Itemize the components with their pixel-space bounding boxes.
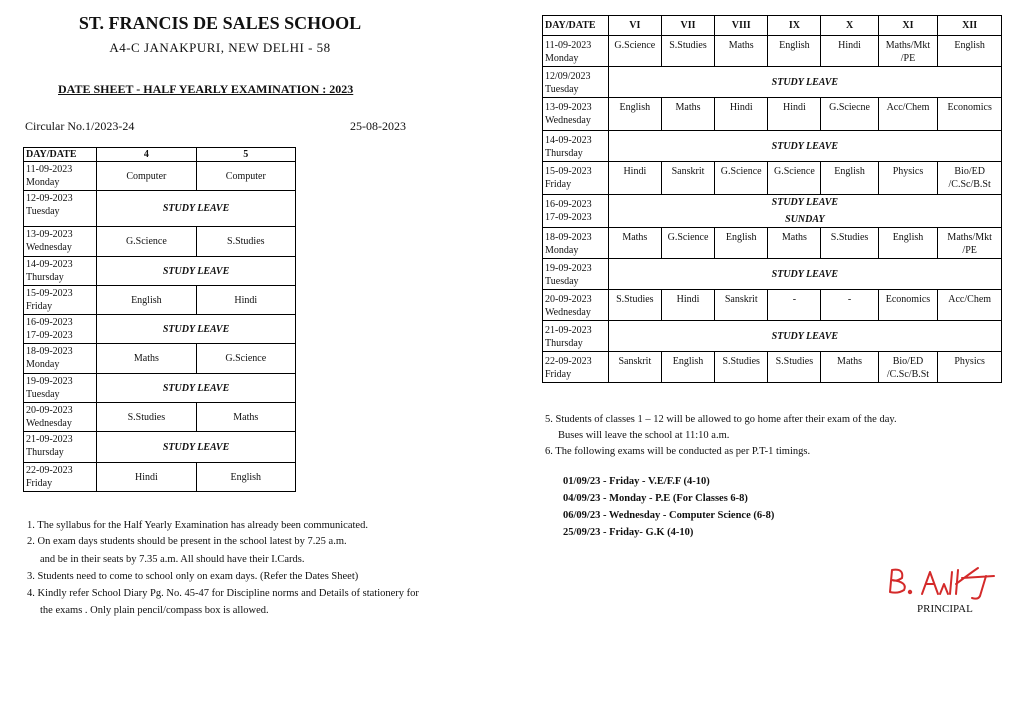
table-header-row — [543, 16, 1002, 36]
date-text: 16-09-2023 — [26, 317, 73, 328]
table-row — [543, 162, 1002, 195]
special-exam-item: 25/09/23 - Friday- G.K (4-10) — [563, 527, 694, 538]
study-leave-text: STUDY LEAVE — [771, 268, 839, 280]
study-leave-text: STUDY LEAVE — [162, 265, 230, 277]
subject-cell: English — [196, 463, 295, 492]
date-cell — [543, 259, 609, 290]
notes-right — [545, 412, 1015, 462]
subject-cell: Sanskrit — [608, 352, 661, 383]
subject-cell: Maths — [196, 403, 295, 432]
datesheet-table-classes-4-5 — [23, 147, 296, 492]
note-4-cont: the exams . Only plain pencil/compass box is allowed. — [40, 605, 269, 616]
subject-cell: S.Studies — [196, 227, 295, 257]
date-text: 20-09-2023 — [545, 294, 592, 305]
date-text: 12/09/2023 — [545, 71, 591, 82]
table-row — [24, 432, 296, 463]
subject-cell: English — [821, 162, 878, 195]
day-text: Tuesday — [26, 389, 60, 400]
subject-cell: English — [608, 98, 661, 131]
table-row — [24, 344, 296, 374]
day-text: 17-09-2023 — [545, 212, 592, 223]
date-text: 20-09-2023 — [26, 405, 73, 416]
principal-signature — [882, 562, 1002, 607]
date-text: 14-09-2023 — [26, 259, 73, 270]
table-row — [24, 162, 296, 191]
date-cell — [24, 162, 97, 191]
subject-cell: Acc/Chem — [878, 98, 938, 131]
day-text: Monday — [545, 245, 579, 256]
subject-cell: G.Science — [97, 227, 196, 257]
date-text: 15-09-2023 — [26, 288, 73, 299]
date-text: 16-09-2023 — [545, 199, 592, 210]
subject-cell: Physics — [938, 352, 1002, 383]
date-text: 18-09-2023 — [545, 232, 592, 243]
study-leave-text: STUDY LEAVE — [162, 323, 230, 335]
subject-cell: Maths — [715, 36, 768, 67]
day-text: Thursday — [26, 272, 64, 283]
subject-cell: G.Sciecne — [821, 98, 878, 131]
date-text: 12-09-2023 — [26, 193, 73, 204]
column-header: VI — [608, 16, 661, 36]
subject-cell: Economics — [938, 98, 1002, 131]
study-leave-cell — [97, 374, 296, 403]
note-5-cont: Buses will leave the school at 11:10 a.m. — [558, 430, 730, 441]
note-1: 1. The syllabus for the Half Yearly Examination has already been communicated. — [27, 520, 368, 531]
table-row — [543, 36, 1002, 67]
column-header: IX — [768, 16, 821, 36]
study-leave-cell — [97, 432, 296, 463]
note-3: 3. Students need to come to school only on exam days. (Refer the Dates Sheet) — [27, 571, 359, 582]
date-cell — [543, 228, 609, 259]
subject-cell: Maths — [768, 228, 821, 259]
day-text: Thursday — [26, 447, 64, 458]
subject-cell: Maths — [97, 344, 196, 374]
date-text: 22-09-2023 — [545, 356, 592, 367]
study-leave-cell — [97, 315, 296, 344]
subject-cell: S.Studies — [821, 228, 878, 259]
column-header: XI — [878, 16, 938, 36]
study-leave-text: STUDY LEAVE — [771, 140, 839, 152]
datesheet-title: DATE SHEET - HALF YEARLY EXAMINATION : 2023 — [58, 82, 354, 96]
day-text: Wednesday — [545, 115, 591, 126]
subject-cell: - — [821, 290, 878, 321]
table-row — [24, 463, 296, 492]
special-exam-item: 04/09/23 - Monday - P.E (For Classes 6-8) — [563, 493, 748, 504]
day-text: Friday — [26, 478, 53, 489]
date-cell — [543, 67, 609, 98]
note-6: 6. The following exams will be conducted as per P.T-1 timings. — [545, 446, 811, 457]
table-row — [543, 259, 1002, 290]
column-header: VIII — [715, 16, 768, 36]
study-leave-text: STUDY LEAVE — [771, 197, 839, 208]
subject-cell: Acc/Chem — [938, 290, 1002, 321]
table-row — [24, 257, 296, 286]
subject-cell: Computer — [196, 162, 295, 191]
day-text: Friday — [26, 301, 53, 312]
date-cell — [24, 257, 97, 286]
subject-cell: S.Studies — [97, 403, 196, 432]
day-text: Friday — [545, 369, 572, 380]
subject-cell: G.Science — [768, 162, 821, 195]
table-row — [543, 290, 1002, 321]
column-header: 4 — [97, 148, 196, 162]
date-text: 19-09-2023 — [26, 376, 73, 387]
table-row — [543, 352, 1002, 383]
date-text: 15-09-2023 — [545, 166, 592, 177]
day-text: Wednesday — [545, 307, 591, 318]
day-text: Thursday — [545, 148, 583, 159]
table-row — [543, 98, 1002, 131]
subject-cell: Hindi — [608, 162, 661, 195]
special-exams-list — [563, 473, 774, 541]
date-text: 13-09-2023 — [26, 229, 73, 240]
date-text: 18-09-2023 — [26, 346, 73, 357]
subject-cell: Maths — [661, 98, 714, 131]
date-cell — [543, 321, 609, 352]
subject-cell: - — [768, 290, 821, 321]
column-header: XII — [938, 16, 1002, 36]
signature-graphic — [882, 562, 1002, 602]
subject-cell: Hindi — [821, 36, 878, 67]
table-row — [24, 403, 296, 432]
day-text: Monday — [545, 53, 579, 64]
date-cell — [543, 36, 609, 67]
table-row — [24, 286, 296, 315]
special-exam-item: 06/09/23 - Wednesday - Computer Science (6-8) — [563, 510, 775, 521]
date-cell — [543, 352, 609, 383]
note-2: 2. On exam days students should be present in the school latest by 7.25 a.m. — [27, 536, 347, 547]
subject-cell: English — [878, 228, 938, 259]
subject-cell: English — [768, 36, 821, 67]
date-text: 19-09-2023 — [545, 263, 592, 274]
subject-cell: Sanskrit — [715, 290, 768, 321]
table-row — [543, 131, 1002, 162]
study-leave-cell — [608, 67, 1001, 98]
date-text: 21-09-2023 — [545, 325, 592, 336]
study-leave-cell — [608, 131, 1001, 162]
subject-cell: S.Studies — [715, 352, 768, 383]
table-row — [24, 227, 296, 257]
study-leave-cell — [97, 257, 296, 286]
notes-left — [25, 518, 485, 618]
subject-cell: Bio/ED /C.Sc/B.St — [878, 352, 938, 383]
circular-number: Circular No.1/2023-24 — [25, 119, 135, 133]
table-row — [543, 195, 1002, 228]
table-row — [543, 228, 1002, 259]
date-cell — [24, 374, 97, 403]
subject-cell: G.Science — [661, 228, 714, 259]
column-header: X — [821, 16, 878, 36]
subject-cell: Hindi — [97, 463, 196, 492]
study-leave-cell — [608, 321, 1001, 352]
column-header: DAY/DATE — [24, 148, 97, 162]
school-address: A4-C JANAKPURI, NEW DELHI - 58 — [109, 40, 331, 55]
date-cell — [24, 432, 97, 463]
subject-cell: G.Science — [608, 36, 661, 67]
date-cell — [543, 195, 609, 228]
datesheet-table-classes-6-12 — [542, 15, 1002, 383]
note-2-cont: and be in their seats by 7.35 a.m. All should have their I.Cards. — [40, 554, 305, 565]
subject-cell: G.Science — [715, 162, 768, 195]
study-leave-cell — [608, 259, 1001, 290]
subject-cell: G.Science — [196, 344, 295, 374]
study-leave-text: STUDY LEAVE — [162, 382, 230, 394]
column-header: DAY/DATE — [543, 16, 609, 36]
day-text: Tuesday — [26, 206, 60, 217]
subject-cell: Maths/Mkt /PE — [938, 228, 1002, 259]
column-header: 5 — [196, 148, 295, 162]
day-text: Tuesday — [545, 84, 579, 95]
subject-cell: Maths — [608, 228, 661, 259]
date-text: 14-09-2023 — [545, 135, 592, 146]
sunday-text: SUNDAY — [785, 214, 825, 225]
day-text: 17-09-2023 — [26, 330, 73, 341]
table-row — [543, 67, 1002, 98]
subject-cell: English — [661, 352, 714, 383]
date-cell — [543, 162, 609, 195]
date-cell — [24, 403, 97, 432]
date-cell — [24, 286, 97, 315]
circular-date: 25-08-2023 — [350, 119, 406, 133]
study-leave-text: STUDY LEAVE — [771, 76, 839, 88]
special-exam-item: 01/09/23 - Friday - V.E/F.F (4-10) — [563, 476, 710, 487]
day-text: Thursday — [545, 338, 583, 349]
day-text: Monday — [26, 177, 60, 188]
subject-cell: Hindi — [196, 286, 295, 315]
date-text: 11-09-2023 — [26, 164, 73, 175]
study-leave-cell — [97, 191, 296, 227]
principal-label: PRINCIPAL — [917, 603, 973, 615]
date-cell — [24, 315, 97, 344]
study-leave-cell — [608, 195, 1001, 228]
subject-cell: English — [97, 286, 196, 315]
subject-cell: English — [715, 228, 768, 259]
subject-cell: Hindi — [715, 98, 768, 131]
date-text: 22-09-2023 — [26, 465, 73, 476]
subject-cell: Economics — [878, 290, 938, 321]
date-cell — [24, 191, 97, 227]
subject-cell: S.Studies — [608, 290, 661, 321]
day-text: Wednesday — [26, 418, 72, 429]
date-cell — [24, 344, 97, 374]
day-text: Wednesday — [26, 242, 72, 253]
date-text: 13-09-2023 — [545, 102, 592, 113]
column-header: VII — [661, 16, 714, 36]
table-row — [24, 191, 296, 227]
table-row — [543, 321, 1002, 352]
study-leave-text: STUDY LEAVE — [771, 330, 839, 342]
subject-cell: Maths — [821, 352, 878, 383]
subject-cell: S.Studies — [661, 36, 714, 67]
date-cell — [543, 290, 609, 321]
date-text: 11-09-2023 — [545, 40, 592, 51]
study-leave-text: STUDY LEAVE — [162, 203, 230, 214]
table-row — [24, 315, 296, 344]
date-cell — [543, 98, 609, 131]
day-text: Friday — [545, 179, 572, 190]
subject-cell: English — [938, 36, 1002, 67]
day-text: Tuesday — [545, 276, 579, 287]
table-row — [24, 374, 296, 403]
date-cell — [24, 463, 97, 492]
school-name: ST. FRANCIS DE SALES SCHOOL — [78, 13, 362, 33]
subject-cell: Physics — [878, 162, 938, 195]
day-text: Monday — [26, 359, 60, 370]
date-cell — [24, 227, 97, 257]
note-4: 4. Kindly refer School Diary Pg. No. 45-47 for Discipline norms and Details of stationery for — [27, 588, 419, 599]
table-header-row — [24, 148, 296, 162]
subject-cell: Sanskrit — [661, 162, 714, 195]
subject-cell: Maths/Mkt /PE — [878, 36, 938, 67]
subject-cell: Computer — [97, 162, 196, 191]
subject-cell: S.Studies — [768, 352, 821, 383]
study-leave-text: STUDY LEAVE — [162, 441, 230, 453]
subject-cell: Hindi — [768, 98, 821, 131]
subject-cell: Bio/ED /C.Sc/B.St — [938, 162, 1002, 195]
note-5: 5. Students of classes 1 – 12 will be allowed to go home after their exam of the day. — [545, 414, 897, 425]
date-text: 21-09-2023 — [26, 434, 73, 445]
subject-cell: Hindi — [661, 290, 714, 321]
date-cell — [543, 131, 609, 162]
